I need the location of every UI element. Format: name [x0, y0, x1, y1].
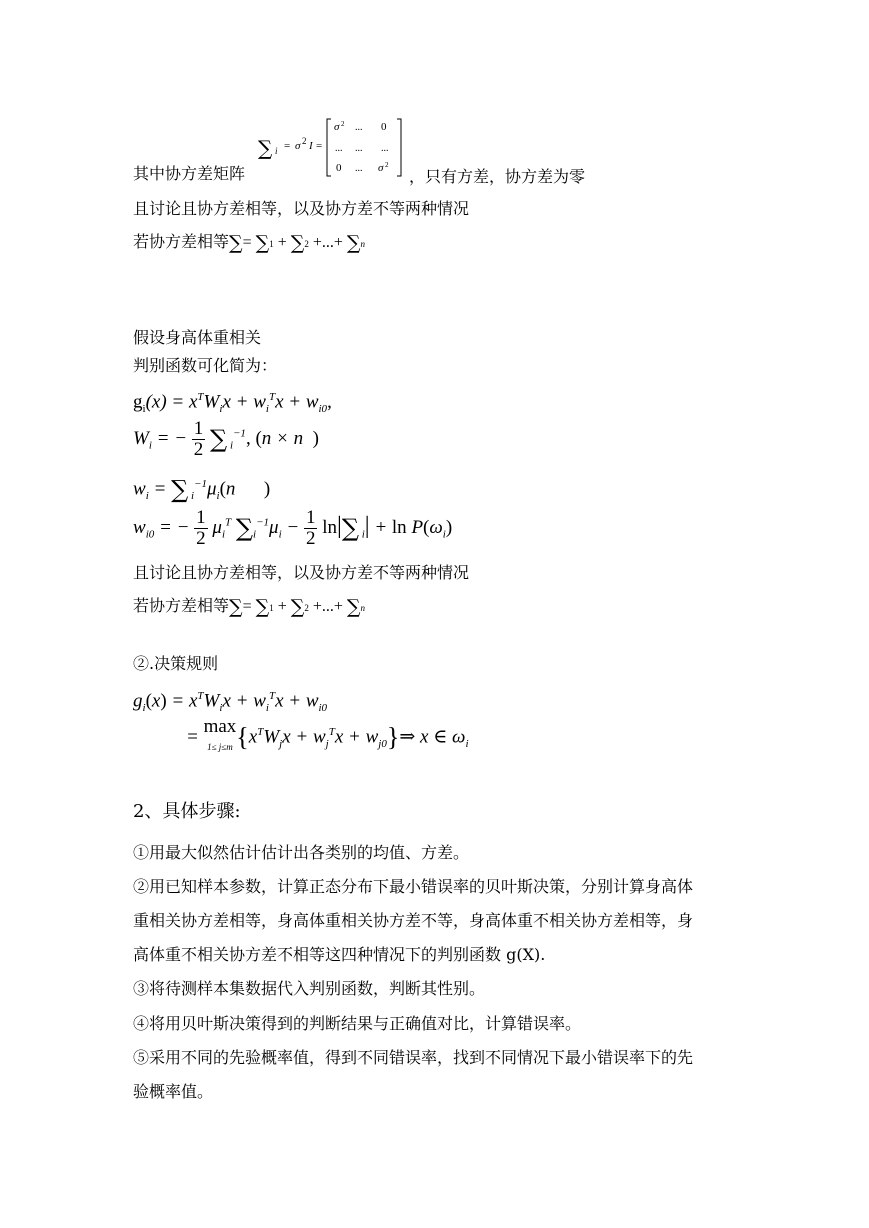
- equal-covariance-line-2: [133, 596, 365, 618]
- covariance-intro-suffix: ，只有方差，协方差为零: [409, 167, 586, 186]
- formula-gi: $g_i(x) = x^TW_ix + w_i^Tx + w_{i0}$,: [133, 391, 332, 416]
- svg-text:0: 0: [336, 162, 342, 174]
- step-3: ③将待测样本集数据代入判别函数，判断其性别。: [133, 979, 486, 998]
- covariance-matrix-formula: ∑ i = σ 2 I = σ 2 ... 0 ... ... ... 0 ... σ 2: [258, 118, 408, 180]
- svg-text:0: 0: [381, 121, 387, 133]
- covariance-intro-prefix: 其中协方差矩阵: [133, 164, 246, 183]
- step-5-line-2: 验概率值。: [133, 1082, 214, 1101]
- svg-text:...: ...: [355, 143, 363, 154]
- svg-text:σ: σ: [334, 121, 340, 133]
- formula-wi0: $w_{i0}$ = − $\frac{1}{2}$ $\mu_i^T$ $\sum_i^{-1}\mu_i$ − $\frac{1}{2}$ ln|∑ $_i| + \ln P(\omega_i)$: [133, 507, 453, 549]
- discussion-line-2: 且讨论且协方差相等，以及协方差不等两种情况: [133, 563, 470, 582]
- equal-covariance-prefix: 若协方差相等: [133, 596, 230, 615]
- svg-text:σ: σ: [378, 162, 384, 174]
- step-2-line-1: ②用已知样本参数，计算正态分布下最小错误率的贝叶斯决策，分别计算身高体: [133, 877, 694, 896]
- equal-covariance-prefix: 若协方差相等: [133, 232, 230, 251]
- formula-Wi: $W_i$ = − $\frac{1}{2}$ ∑ $_i^{-1}$, (n × n ): [133, 418, 319, 460]
- step-5-line-1: ⑤采用不同的先验概率值，得到不同错误率，找到不同情况下最小错误率下的先: [133, 1048, 694, 1067]
- matrix-brackets: [326, 118, 408, 180]
- svg-text:2: 2: [341, 120, 345, 128]
- svg-text:...: ...: [381, 143, 389, 154]
- simplified-text: 判别函数可化简为：: [133, 356, 278, 375]
- decision-formula-line-2: = max 1≤ j≤m {$x^TW_jx + w_j^Tx$ + $w_{j0}\}\Rightarrow$ x ∈ $\omega_i$: [186, 716, 469, 752]
- section-title: 2、具体步骤:: [133, 801, 241, 822]
- svg-text:...: ...: [335, 143, 343, 154]
- decision-formula-line-1: $g_i(x) = x^TW_ix + w_i^Tx + w_{i0}$: [133, 690, 328, 715]
- step-2-line-2: 重相关协方差相等，身高体重相关协方差不等，身高体重不相关协方差相等，身: [133, 911, 694, 930]
- svg-text:...: ...: [355, 122, 363, 133]
- step-2-line-3: 高体重不相关协方差不相等这四种情况下的判别函数 g(X).: [133, 945, 546, 964]
- step-4: ④将用贝叶斯决策得到的判断结果与正确值对比，计算错误率。: [133, 1014, 582, 1033]
- svg-text:2: 2: [385, 161, 389, 169]
- assumption-text: 假设身高体重相关: [133, 328, 262, 347]
- equal-covariance-line-1: [133, 232, 365, 254]
- sum-formula-2: ∑= ∑1 + ∑2 +...+ ∑n: [229, 596, 365, 618]
- svg-text:...: ...: [355, 163, 363, 174]
- sum-formula-1: ∑= ∑1 + ∑2 +...+ ∑n: [229, 232, 365, 254]
- formula-wi: $w_i$ = ∑ $_i^{-1}\mu_i(n$ ): [133, 475, 271, 504]
- decision-rule-heading: ②.决策规则: [133, 654, 219, 673]
- discussion-line-1: 且讨论且协方差相等，以及协方差不等两种情况: [133, 199, 470, 218]
- step-1: ①用最大似然估计估计出各类别的均值、方差。: [133, 843, 470, 862]
